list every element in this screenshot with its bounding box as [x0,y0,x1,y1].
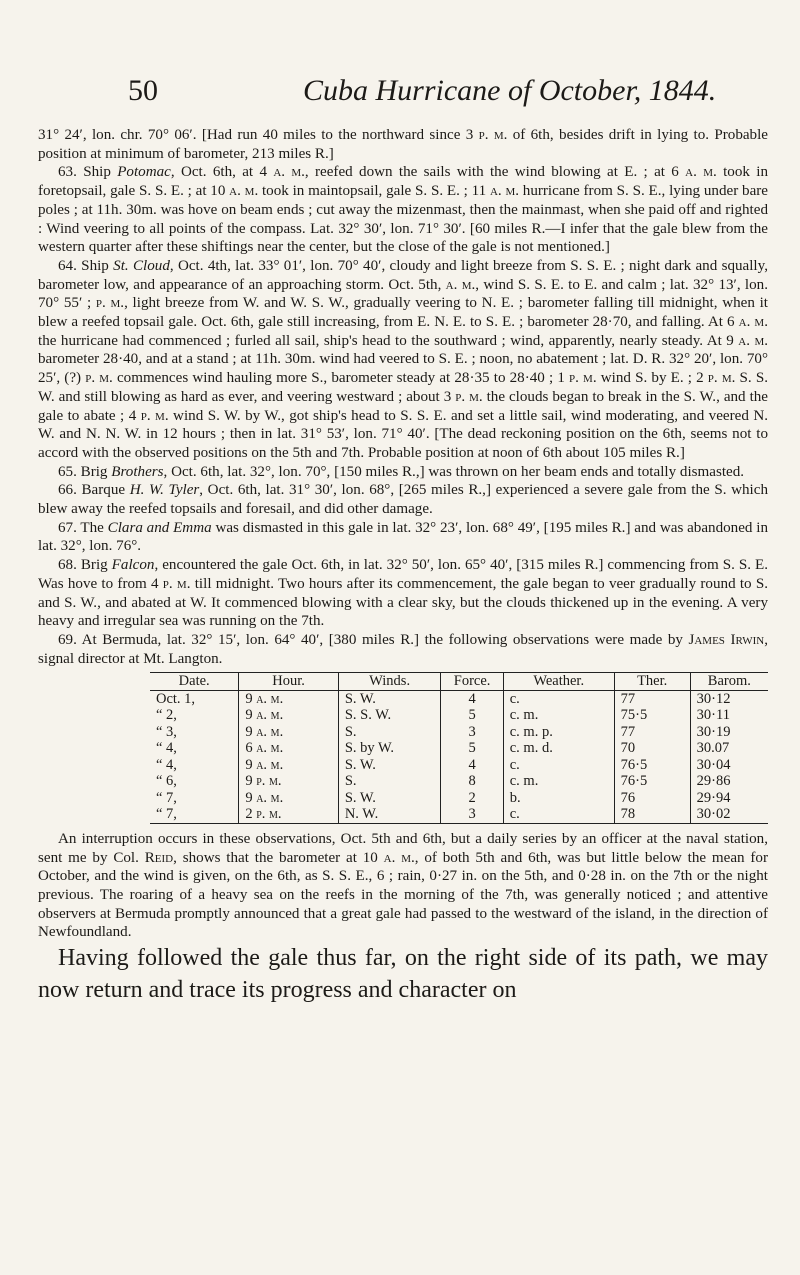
col-ther-header: Ther. [614,673,690,691]
table-row: “ 3, 9 a. m. S. 3 c. m. p. 77 30·19 [150,724,768,741]
ship-name: Potomac [117,164,171,181]
col-barom-header: Barom. [690,673,768,691]
ship-name: Falcon [111,557,155,574]
running-title: Cuba Hurricane of October, 1844. [303,74,717,107]
paragraph-after-table: An interruption occurs in these observations, Oct. 5th and 6th, but a daily series by an officer at the naval station, sent me by Col. Reid, shows that the barometer at 10 a. m., of both 5th and 6th, was but little below the mean for October, and the wind is given, on the 6th, as S. S. E., 6 ; rain, 0·27 in. on the 5th, and 0·28 in. on the 7th or the night previous. The roaring of a heavy sea on the reefs in the morning of the 7th, was generally noticed ; and attentive observers at Bermuda promptly announced that a great gale had passed to the westward of the island, in the direction of Newfoundland. [38,830,769,941]
paragraph-67: 67. The Clara and Emma was dismasted in this gale in lat. 32° 23′, lon. 68° 49′, [195 miles R.] and was abandoned in lat. 32°, lon. 76°. [38,519,769,555]
paragraph-65: 65. Brig Brothers, Oct. 6th, lat. 32°, lon. 70°, [150 miles R.,] was thrown on her beam ends and totally dismasted. [58,463,745,480]
page-number: 50 [128,74,158,107]
table-row: “ 7, 9 a. m. S. W. 2 b. 76 29·94 [150,790,768,807]
table-row: “ 4, 6 a. m. S. by W. 5 c. m. d. 70 30.07 [150,740,768,757]
table-row: “ 2, 9 a. m. S. S. W. 5 c. m. 75·5 30·11 [150,707,768,724]
paragraph-68: 68. Brig Falcon, encountered the gale Oct. 6th, in lat. 32° 50′, lon. 65° 40′, [315 miles R.] commencing from S. S. E. Was hove to from 4 p. m. till midnight. Two hours after its commencement, the gale began to veer gradually round to S. and S. W., and abated at W. It commenced blowing with a clear sky, but the clouds thickened up in the evening. A very heavy and irregular sea was running on the 7th. [38,557,769,630]
paragraph-69: 69. At Bermuda, lat. 32° 15′, lon. 64° 40′, [380 miles R.] the following observations were made by James Irwin, signal director at Mt. Langton. [38,631,768,667]
paragraph-opening: 31° 24′, lon. chr. 70° 06′. [Had run 40 miles to the northward since 3 p. m. of 6th, besides drift in lying to. Probable position at minimum of barometer, 213 miles R.] [38,127,769,162]
ship-name: Brothers [111,463,164,480]
ship-name: St. Cloud [113,257,170,274]
col-weather-header: Weather. [503,673,614,691]
table-row: “ 6, 9 p. m. S. 8 c. m. 76·5 29·86 [150,773,768,790]
table-row: Oct. 1, 9 a. m. S. W. 4 c. 77 30·12 [150,690,768,707]
page-body [38,126,768,1006]
col-winds-header: Winds. [338,673,441,691]
col-force-header: Force. [441,673,503,691]
paragraph-63: 63. Ship Potomac, Oct. 6th, at 4 a. m., reefed down the sails with the wind blowing at E. ; at 6 a. m. took in foretopsail, gale S. S. E. ; at 10 a. m. took in maintopsail, gale S. S. E. ; 11 a. m. hurricane from S. S. E., lying under bare poles ; at 11h. 30m. was hove on beam ends ; cut away the mizenmast, then the mainmast, when she paid off and righted : Wind veering to all points of the compass. Lat. 32° 30′, lon. 71° 30′. [60 miles R.—I infer that the gale blew from the western quarter after these shiftings near the center, but the close of the gale is not mentioned.] [38,164,768,256]
ship-name: Clara and Emma [107,519,212,536]
paragraph-66: 66. Barque H. W. Tyler, Oct. 6th, lat. 31° 30′, lon. 68°, [265 miles R.,] experienced a severe gale from the S. which blew away the reefed topsails and foresail, and did other damage. [38,482,768,518]
page-header [38,74,768,114]
person-name: James Irwin [688,631,765,648]
bermuda-observations-table [150,672,768,824]
col-hour-header: Hour. [239,673,339,691]
col-date-header: Date. [150,673,239,691]
table-header-row [150,673,768,691]
ship-name: H. W. Tyler [129,482,200,499]
table-row: “ 7, 2 p. m. N. W. 3 c. 78 30·02 [150,806,768,823]
paragraph-final: Having followed the gale thus far, on the right side of its path, we may now return and trace its progress and character on [38,945,768,1004]
person-name: Reid [144,849,174,866]
paragraph-64: 64. Ship St. Cloud, Oct. 4th, lat. 33° 01′, lon. 70° 40′, cloudy and light breeze from S. S. E. ; night dark and squally, barometer low, and appearance of an approaching storm. Oct. 5th, a. m., wind S. S. E. to E. and calm ; lat. 32° 13′, lon. 70° 55′ ; p. m., light breeze from W. and W. S. W., gradually veering to N. E. ; barometer falling till midnight, when it blew a reefed topsail gale. Oct. 6th, gale still increasing, from E. N. E. to S. E. ; barometer 28·70, and falling. At 6 a. m. the hurricane had commenced ; furled all sail, ship's head to the southward ; wind, apparently, nearly steady. At 9 a. m. barometer 28·40, and at a stand ; at 11h. 30m. wind had veered to S. E. ; noon, no abatement ; lat. D. R. 32° 20′, lon. 70° 25′, (?) p. m. commences wind hauling more S., barometer steady at 28·35 to 28·40 ; 1 p. m. wind S. by E. ; 2 p. m. S. S. W. and still blowing as hard as ever, and veering westward ; about 3 p. m. the clouds began to break in the S. W., and the gale to abate ; 4 p. m. wind S. W. by W., got ship's head to S. S. E. and set a little sail, wind moderating, and veered N. W. and N. N. W. in 12 hours ; then in lat. 31° 53′, lon. 71° 40′. [The dead reckoning position on the 6th, seems not to accord with the observed positions on the 5th and 7th. Probable position at noon of 6th about 105 miles R.] [38,257,769,461]
table-row: “ 4, 9 a. m. S. W. 4 c. 76·5 30·04 [150,757,768,774]
